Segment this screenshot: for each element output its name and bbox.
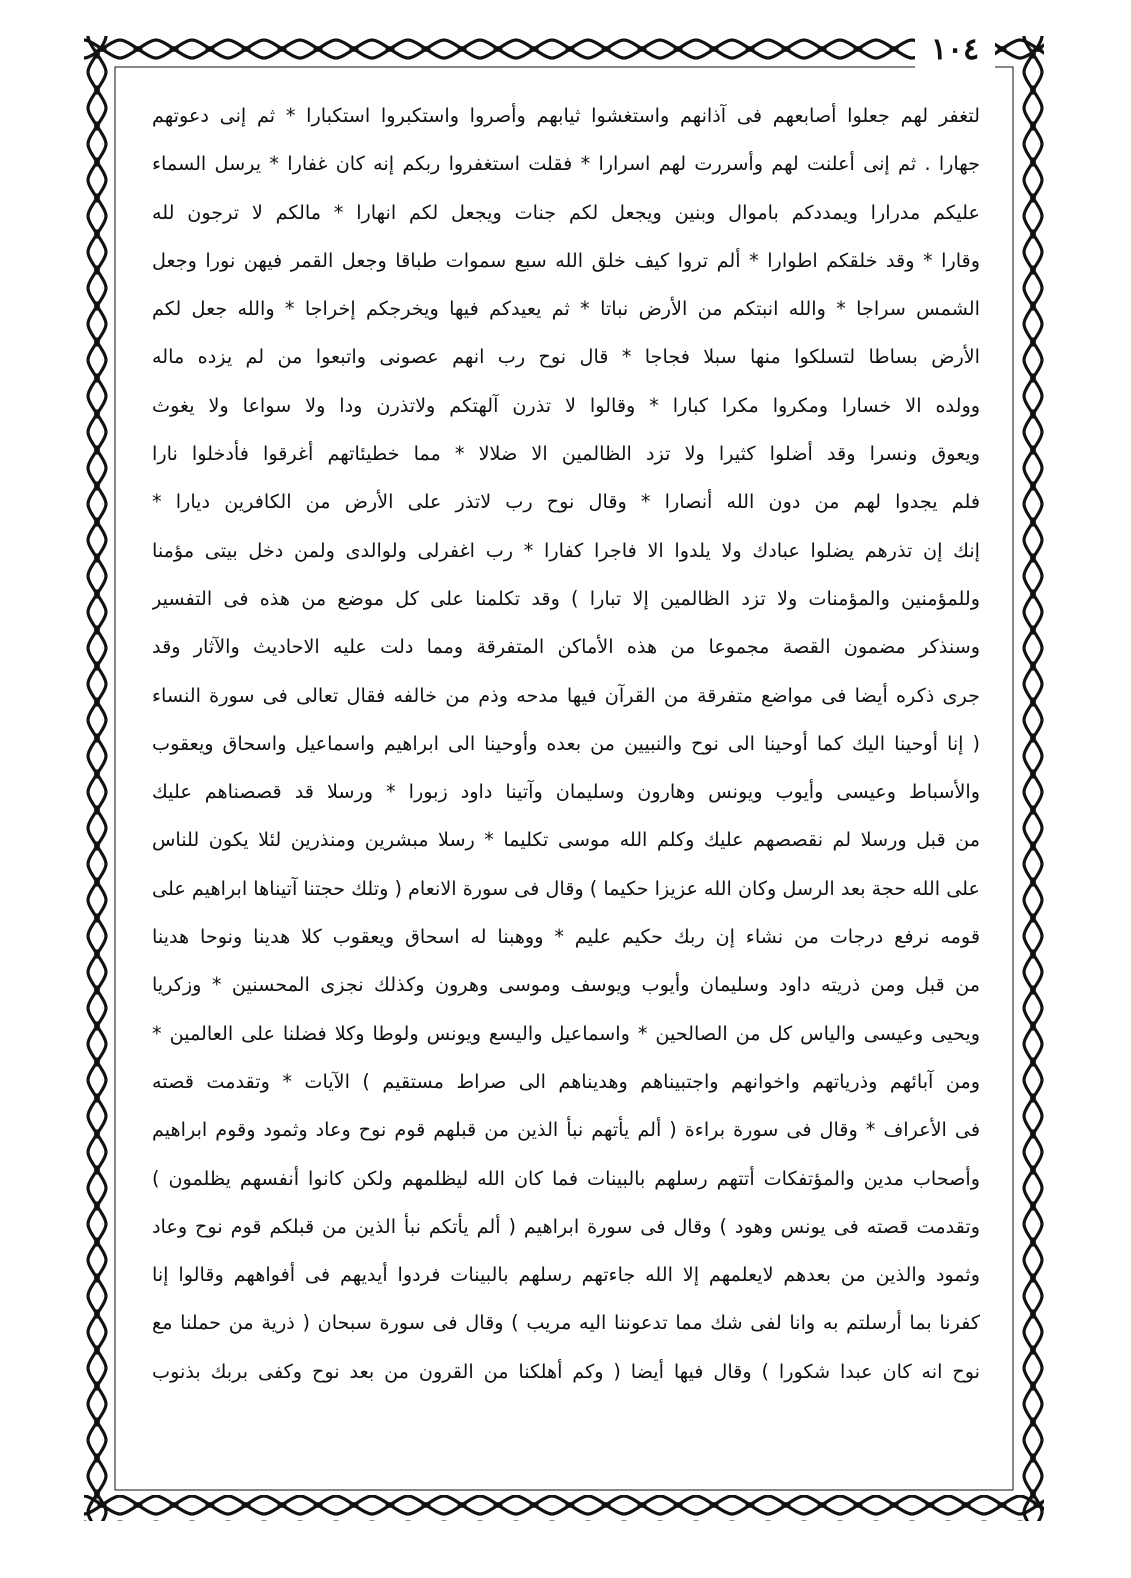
text-line: من قبل ومن ذريته داود وسليمان وأيوب ويوسف وموسى وهرون وكذلك نجزى المحسنين * وزكريا xyxy=(152,973,980,997)
text-line: ويعوق ونسرا وقد أضلوا كثيرا ولا تزد الظالمين الا ضلالا * مما خطيئاتهم أغرقوا فأدخلوا نارا xyxy=(152,442,980,466)
text-line: كفرنا بما أرسلتم به وانا لفى شك مما تدعوننا اليه مريب ) وقال فى سورة سبحان ( ذرية من حملنا مع xyxy=(152,1311,980,1335)
text-line: لتغفر لهم جعلوا أصابعهم فى آذانهم واستغشوا ثيابهم وأصروا واستكبروا استكبارا * ثم إنى دعوتهم xyxy=(152,104,980,127)
text-line: ومن آبائهم وذرياتهم واخوانهم واجتبيناهم وهديناهم الى صراط مستقيم ) الآيات * وتقدمت قصته xyxy=(152,1069,980,1093)
text-line: الشمس سراجا * والله انبتكم من الأرض نباتا * ثم يعيدكم فيها ويخرجكم إخراجا * والله جعل لكم xyxy=(152,297,980,321)
text-line: نوح انه كان عبدا شكورا ) وقال فيها أيضا ( وكم أهلكنا من القرون من بعد نوح وكفى بربك بذنوب xyxy=(152,1359,980,1383)
text-line: ويحيى وعيسى والياس كل من الصالحين * واسماعيل واليسع ويونس ولوطا وكلا فضلنا على العالمين * xyxy=(152,1021,980,1045)
page-number: ١٠٤ xyxy=(915,28,995,72)
text-line: وولده الا خسارا ومكروا مكرا كبارا * وقالوا لا تذرن آلهتكم ولاتذرن ودا ولا سواعا ولا يغوث xyxy=(152,393,980,417)
text-line: على الله حجة بعد الرسل وكان الله عزيزا حكيما ) وقال فى سورة الانعام ( وتلك حجتنا آتيناها ابراهيم على xyxy=(152,876,980,900)
text-line: عليكم مدرارا ويمددكم باموال وبنين ويجعل لكم جنات ويجعل لكم انهارا * مالكم لا ترجون لله xyxy=(152,200,980,224)
text-line: وقارا * وقد خلقكم اطوارا * ألم تروا كيف خلق الله سبع سموات طباقا وجعل القمر فيهن نورا وجعل xyxy=(152,248,980,272)
body-text xyxy=(152,92,980,1472)
text-line: فى الأعراف * وقال فى سورة براءة ( ألم يأتهم نبأ الذين من قبلهم قوم نوح وعاد وثمود وقوم ابراهيم xyxy=(152,1118,980,1142)
text-line: جهارا . ثم إنى أعلنت لهم وأسررت لهم اسرارا * فقلت استغفروا ربكم إنه كان غفارا * يرسل السماء xyxy=(152,152,980,176)
text-line: ( إنا أوحينا اليك كما أوحينا الى نوح والنبيين من بعده وأوحينا الى ابراهيم واسماعيل واسحاق ويعقوب xyxy=(152,731,980,755)
text-line: وأصحاب مدين والمؤتفكات أتتهم رسلهم بالبينات فما كان الله ليظلمهم ولكن كانوا أنفسهم يظلمون ) xyxy=(152,1166,980,1190)
text-line: الأرض بساطا لتسلكوا منها سبلا فجاجا * قال نوح رب انهم عصونى واتبعوا من لم يزده ماله xyxy=(152,345,980,369)
text-line: وتقدمت قصته فى يونس وهود ) وقال فى سورة ابراهيم ( ألم يأتكم نبأ الذين من قبلكم قوم نوح وعاد xyxy=(152,1214,980,1238)
text-line: فلم يجدوا لهم من دون الله أنصارا * وقال نوح رب لاتذر على الأرض من الكافرين ديارا * xyxy=(152,490,980,514)
text-line: إنك إن تذرهم يضلوا عبادك ولا يلدوا الا فاجرا كفارا * رب اغفرلى ولوالدى ولمن دخل بيتى مؤمنا xyxy=(152,538,980,562)
text-line: والأسباط وعيسى وأيوب ويونس وهارون وسليمان وآتينا داود زبورا * ورسلا قد قصصناهم عليك xyxy=(152,780,980,804)
text-line: وسنذكر مضمون القصة مجموعا من هذه الأماكن المتفرقة ومما دلت عليه الاحاديث والآثار وقد xyxy=(152,635,980,659)
text-line: قومه نرفع درجات من نشاء إن ربك حكيم عليم * ووهبنا له اسحاق ويعقوب كلا هدينا ونوحا هدينا xyxy=(152,925,980,949)
text-line: وثمود والذين من بعدهم لايعلمهم إلا الله جاءتهم رسلهم بالبينات فردوا أيديهم فى أفواههم وقالوا إنا xyxy=(152,1263,980,1287)
text-line: وللمؤمنين والمؤمنات ولا تزد الظالمين إلا تبارا ) وقد تكلمنا على كل موضع من هذه فى التفسير xyxy=(152,586,980,610)
text-line: من قبل ورسلا لم نقصصهم عليك وكلم الله موسى تكليما * رسلا مبشرين ومنذرين لئلا يكون للناس xyxy=(152,828,980,852)
text-line: جرى ذكره أيضا فى مواضع متفرقة من القرآن فيها مدحه وذم من خالفه فقال تعالى فى سورة النساء xyxy=(152,683,980,707)
